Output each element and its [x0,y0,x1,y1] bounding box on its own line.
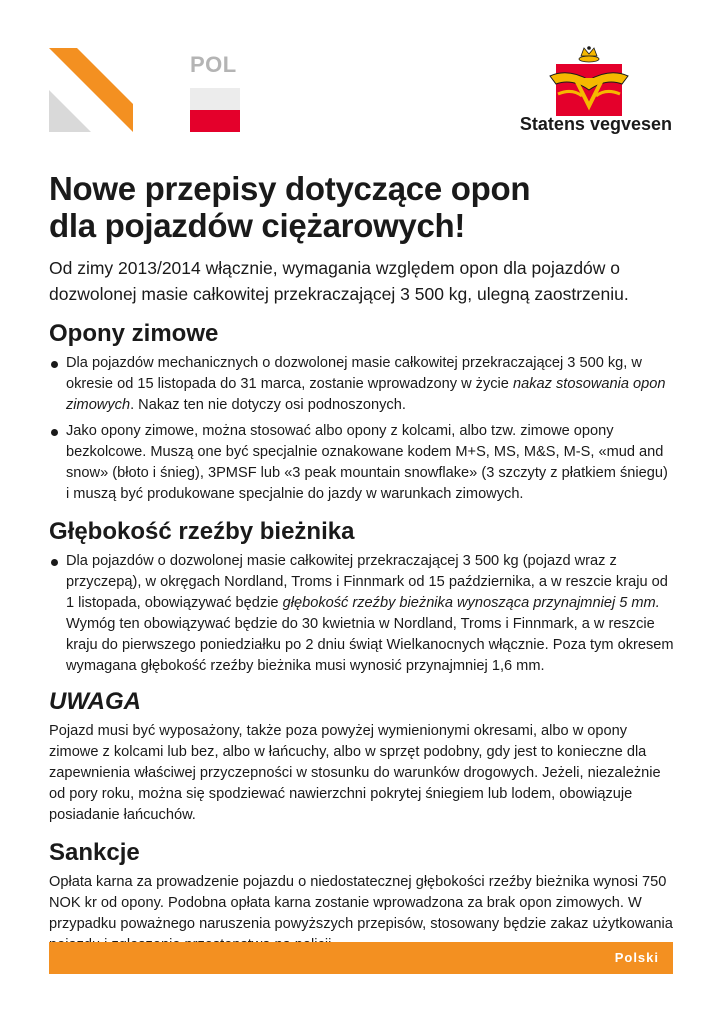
sanctions-heading: Sankcje [49,839,140,866]
language-code: POL [190,52,237,77]
tread-item1-rest: Wymóg ten obowiązywać będzie do 30 kwietnia w Nordland, Troms i Finnmark, a w reszcie kraju do pierwszego poniedziałku po 2 dniu świąt Wielkanocnych włącznie. Poza tym okresem wymagana głębokość rzeźby bieżnika musi wynosić przynajmniej 1,6 mm. [66,616,674,674]
list-item [49,421,674,505]
brand-name: Statens vegvesen [519,114,672,134]
intro-text: Od zimy 2013/2014 włącznie, wymagania względem opon dla pojazdów o dozwolonej masie całkowitej przekraczającej 3 500 kg, ulegną zaostrzeniu. [49,258,629,304]
statens-vegvesen-emblem-icon [548,46,630,118]
note-heading: UWAGA [49,688,141,715]
note-text: Pojazd musi być wyposażony, także poza powyżej wymienionymi okresami, albo w opony zimowe z kolcami lub bez, albo w łańcuchy, albo w sprzęt podobny, gdy jest to konieczne dla zapewnienia właściwej przyczepności w stosunku do warunków drogowych. Jeżeli, niezależnie od pory roku, można się spodziewać nawierzchni pokrytej śniegiem lub lodem, obowiązuje posiadanie łańcuchów. [49,723,661,823]
list-item [49,353,674,416]
winter-tyres-list [49,353,674,505]
footer-language-label: Polski [614,950,659,965]
tread-item1-text: Dla pojazdów o dozwolonej masie całkowitej przekraczającej 3 500 kg (pojazd wraz z przyczepą), w okręgach Nordland, Troms i Finnmark od 15 października, a w reszcie kraju od 1 listopada, obowiązywać będzie [66,553,668,611]
tread-depth-heading: Głębokość rzeźby bieżnika [49,518,355,545]
page-title [49,170,674,244]
winter-item2-text: Jako opony zimowe, można stosować albo opony z kolcami, albo tzw. zimowe opony bezkolcowe. Muszą one być specjalnie oznakowane kodem M+S, MS, M&S, M-S, «mud and snow» (błoto i śnieg), 3PMSF lub «3 peak mountain snowflake» (3 szczyty z płatkiem śniegu) i muszą być produkowane specjalnie do jazdy w warunkach zimowych. [66,423,668,502]
winter-item1-rest: . Nakaz ten nie dotyczy osi podnoszonych. [130,397,406,413]
diagonal-stripes-logo-icon [49,48,133,132]
sanctions-text: Opłata karna za prowadzenie pojazdu o niedostatecznej głębokości rzeźby bieżnika wynosi 750 NOK kr od opony. Podobna opłata karna zostanie wprowadzona za brak opon zimowych. W przypadku poważnego naruszenia powyższych przepisów, stosowany będzie zakaz użytkowania [49,874,673,932]
title-line-2: dla pojazdów ciężarowych! [49,207,466,244]
poland-flag-icon [190,88,240,132]
tread-depth-list [49,551,674,677]
winter-item1-emphasis: nakaz stosowania opon zimowych [66,376,666,413]
main-content [49,170,674,956]
footer-bar [49,942,673,974]
tread-item1-emphasis: głębokość rzeźby bieżnika wynosząca przynajmniej 5 mm. [282,595,660,611]
title-line-1: Nowe przepisy dotyczące opon [49,170,531,207]
list-item [49,551,674,677]
winter-item1-text: Dla pojazdów mechanicznych o dozwolonej masie całkowitej przekraczającej 3 500 kg, w okresie od 15 listopada do 31 marca, zostanie wprowadzony w życie [66,355,642,392]
winter-tyres-heading: Opony zimowe [49,320,219,347]
